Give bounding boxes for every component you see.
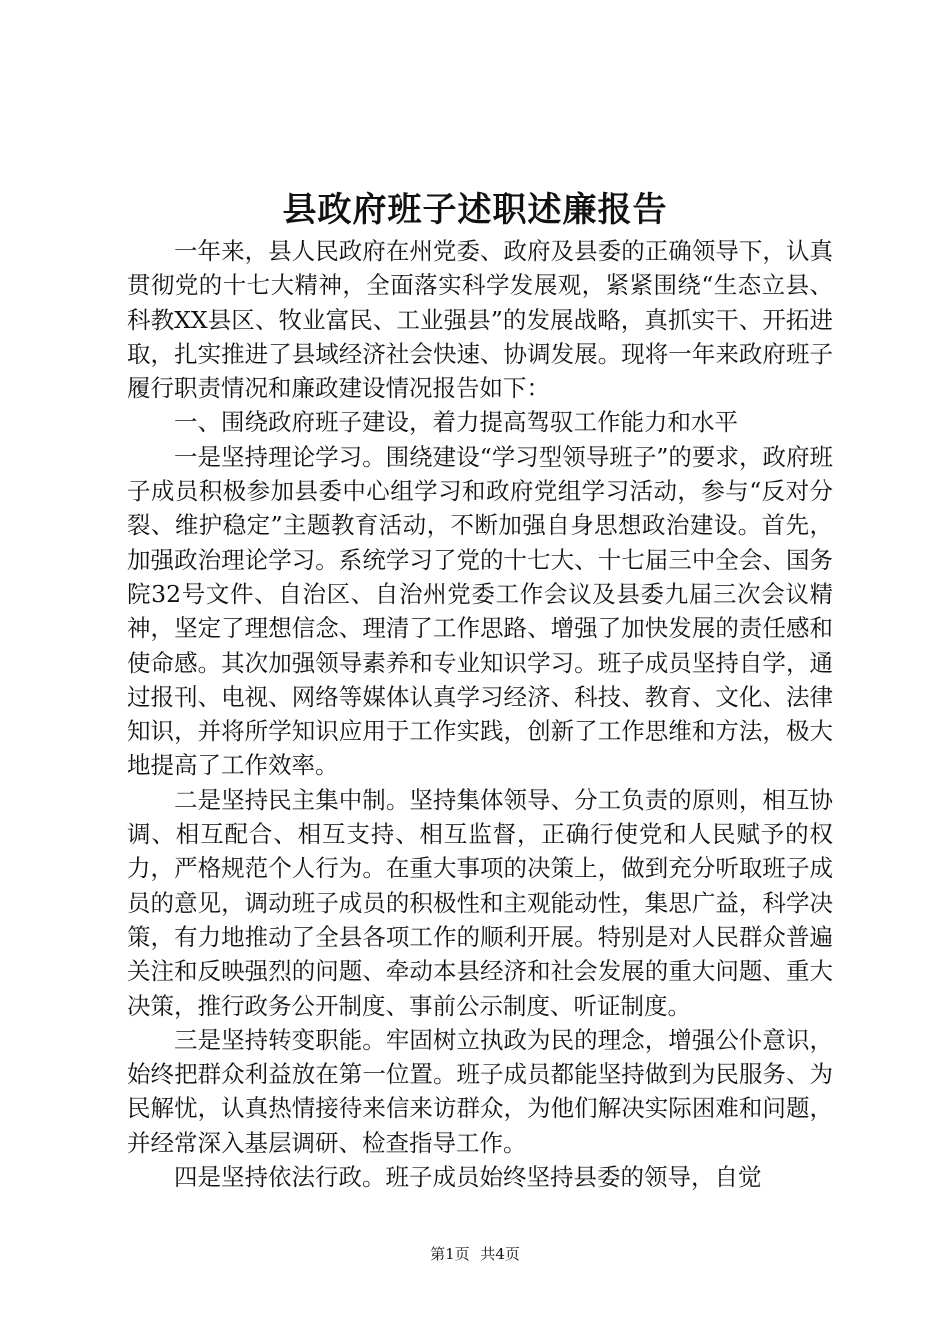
paragraph-rule-of-law: 四是坚持依法行政。班子成员始终坚持县委的领导，自觉 — [174, 1163, 762, 1192]
page-total: 共4页 — [480, 1245, 520, 1263]
paragraph-function-transformation: 三是坚持转变职能。牢固树立执政为民的理念，增强公仆意识，始终把群众利益放在第一位置。班子成员都能坚持做到为民服务、为民解忧，认真热情接待来信来访群众，为他们解决实际困难和问题，并经常深入基层调研、检查指导工作。 — [127, 1025, 833, 1157]
page-footer — [0, 1244, 950, 1264]
section-heading-1: 一、围绕政府班子建设，着力提高驾驭工作能力和水平 — [174, 408, 738, 437]
document-body — [127, 234, 833, 1194]
document-title: 县政府班子述职述廉报告 — [282, 190, 668, 230]
paragraph-intro: 一年来，县人民政府在州党委、政府及县委的正确领导下，认真贯彻党的十七大精神，全面落实科学发展观，紧紧围绕“生态立县、科教XX县区、牧业富民、工业强县”的发展战略，真抓实干、开拓进取，扎实推进了县域经济社会快速、协调发展。现将一年来政府班子履行职责情况和廉政建设情况报告如下： — [127, 237, 833, 403]
paragraph-theory-study: 一是坚持理论学习。围绕建设“学习型领导班子”的要求，政府班子成员积极参加县委中心组学习和政府党组学习活动，参与“反对分裂、维护稳定”主题教育活动，不断加强自身思想政治建设。首先，加强政治理论学习。系统学习了党的十七大、十七届三中全会、国务院32号文件、自治区、自治州党委工作会议及县委九届三次会议精神，坚定了理想信念、理清了工作思路、增强了加快发展的责任感和使命感。其次加强领导素养和专业知识学习。班子成员坚持自学，通过报刊、电视、网络等媒体认真学习经济、科技、教育、文化、法律知识，并将所学知识应用于工作实践，创新了工作思维和方法，极大地提高了工作效率。 — [127, 442, 833, 780]
paragraph-democratic-centralism: 二是坚持民主集中制。坚持集体领导、分工负责的原则，相互协调、相互配合、相互支持、相互监督，正确行使党和人民赋予的权力，严格规范个人行为。在重大事项的决策上，做到充分听取班子成员的意见，调动班子成员的积极性和主观能动性，集思广益，科学决策，有力地推动了全县各项工作的顺利开展。特别是对人民群众普遍关注和反映强烈的问题、牵动本县经济和社会发展的重大问题、重大决策，推行政务公开制度、事前公示制度、听证制度。 — [127, 785, 833, 1020]
page-number: 第1页 — [430, 1245, 470, 1263]
